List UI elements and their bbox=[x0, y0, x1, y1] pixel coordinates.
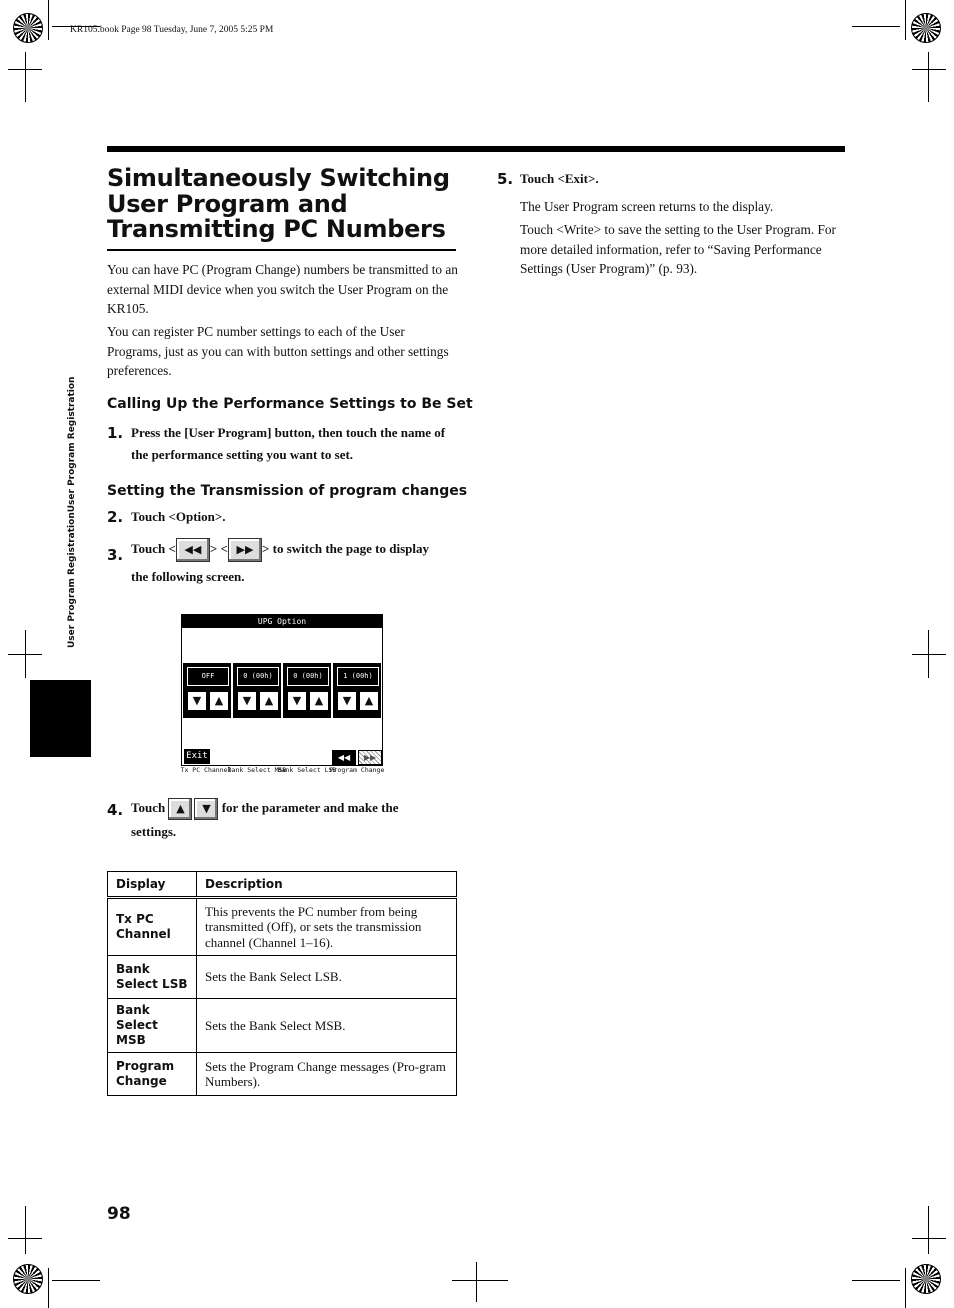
param-label: Program Change bbox=[329, 766, 385, 774]
title-rule bbox=[107, 249, 456, 251]
param-bank-select-lsb bbox=[277, 663, 337, 774]
screen-title: UPG Option bbox=[182, 615, 382, 628]
page-back-icon: ◀◀ bbox=[176, 538, 210, 562]
cell-display: Bank Select LSB bbox=[108, 956, 197, 999]
step-text-part: > to switch the page to display bbox=[261, 541, 429, 556]
up-arrow-icon[interactable]: ▲ bbox=[309, 691, 329, 711]
step-text-part: for the parameter and make the bbox=[221, 800, 399, 815]
up-arrow-icon[interactable]: ▲ bbox=[359, 691, 379, 711]
crop-line bbox=[48, 1268, 49, 1308]
screen-bottom-bar bbox=[182, 749, 382, 765]
table-header-row bbox=[108, 872, 457, 898]
cell-display: Tx PC Channel bbox=[108, 898, 197, 956]
page-number: 98 bbox=[107, 1204, 131, 1224]
step-text-part: Touch bbox=[131, 800, 166, 815]
param-value: OFF bbox=[187, 667, 229, 686]
param-value: 0 (00h) bbox=[237, 667, 279, 686]
title-line: User Program and bbox=[107, 189, 348, 218]
step-text-part: Touch < bbox=[131, 541, 176, 556]
page-forward-icon[interactable]: ▶▶ bbox=[358, 750, 382, 765]
crop-line bbox=[912, 654, 946, 655]
crop-line bbox=[928, 1206, 929, 1254]
up-arrow-icon[interactable]: ▲ bbox=[209, 691, 229, 711]
page-back-icon[interactable]: ◀◀ bbox=[332, 750, 356, 765]
crop-line bbox=[452, 1280, 508, 1281]
cell-description: Sets the Program Change messages (Pro-gram Numbers). bbox=[197, 1053, 457, 1096]
step-text: Touch <Option>. bbox=[131, 509, 226, 524]
table-row bbox=[108, 1053, 457, 1096]
registration-mark-bottom-right bbox=[911, 1264, 941, 1294]
param-label: Tx PC Channel bbox=[180, 766, 232, 774]
param-label: Bank Select MSB bbox=[227, 766, 287, 774]
cell-description: Sets the Bank Select MSB. bbox=[197, 999, 457, 1053]
crop-line bbox=[476, 1262, 477, 1302]
registration-mark-top-left bbox=[13, 13, 43, 43]
side-section-label: User Program RegistrationUser Program Registration bbox=[67, 376, 77, 648]
param-value: 0 (00h) bbox=[287, 667, 329, 686]
top-rule bbox=[107, 146, 845, 152]
up-arrow-icon[interactable]: ▲ bbox=[259, 691, 279, 711]
col-header-display: Display bbox=[108, 872, 197, 898]
intro-paragraph-2: You can register PC number settings to each of the User Programs, just as you can with button settings and other settings preferences. bbox=[107, 324, 449, 379]
param-bank-select-msb bbox=[227, 663, 287, 774]
section-heading: Calling Up the Performance Settings to Be Set bbox=[107, 396, 473, 412]
up-arrow-icon: ▲ bbox=[168, 798, 192, 820]
crop-line bbox=[25, 52, 26, 102]
crop-line bbox=[25, 1206, 26, 1254]
title-line: Simultaneously Switching bbox=[107, 164, 450, 192]
title-line: Transmitting PC Numbers bbox=[107, 215, 446, 243]
registration-mark-bottom-left bbox=[13, 1264, 43, 1294]
step-text: settings. bbox=[131, 824, 177, 839]
crop-line bbox=[852, 1280, 900, 1281]
crop-line bbox=[852, 26, 900, 27]
table-row bbox=[108, 999, 457, 1053]
registration-mark-top-right bbox=[911, 13, 941, 43]
table-row bbox=[108, 956, 457, 999]
crop-line bbox=[928, 630, 929, 678]
cell-display: Program Change bbox=[108, 1053, 197, 1096]
crop-line bbox=[928, 52, 929, 102]
crop-line bbox=[52, 1280, 100, 1281]
table-row bbox=[108, 898, 457, 956]
step-text-part: > < bbox=[209, 541, 228, 556]
step-number: 1. bbox=[107, 424, 124, 442]
down-arrow-icon[interactable]: ▼ bbox=[187, 691, 207, 711]
page-title bbox=[107, 166, 462, 243]
down-arrow-icon[interactable]: ▼ bbox=[287, 691, 307, 711]
step-number: 5. bbox=[497, 170, 514, 188]
cell-description: Sets the Bank Select LSB. bbox=[197, 956, 457, 999]
crop-line bbox=[912, 1238, 946, 1239]
page-forward-icon: ▶▶ bbox=[228, 538, 262, 562]
param-value: 1 (00h) bbox=[337, 667, 379, 686]
upg-option-screen bbox=[180, 614, 385, 774]
crop-line bbox=[25, 630, 26, 678]
crop-line bbox=[48, 0, 49, 40]
section-heading: Setting the Transmission of program changes bbox=[107, 483, 468, 499]
step-text bbox=[131, 797, 399, 820]
cell-description: This prevents the PC number from being transmitted (Off), or sets the transmission channel (Channel 1–16). bbox=[197, 898, 457, 956]
step-text: the following screen. bbox=[131, 569, 245, 584]
param-program-change bbox=[329, 663, 385, 774]
col-header-description: Description bbox=[197, 872, 457, 898]
note-paragraph: Touch <Write> to save the setting to the User Program. For more detailed information, refer to “Saving Performance Settings (User Program)” (p. 93). bbox=[520, 222, 836, 277]
exit-button[interactable]: Exit bbox=[184, 749, 210, 764]
result-paragraph: The User Program screen returns to the display. bbox=[520, 199, 774, 214]
down-arrow-icon[interactable]: ▼ bbox=[337, 691, 357, 711]
parameter-table bbox=[107, 871, 457, 1096]
step-number: 4. bbox=[107, 801, 124, 819]
step-text bbox=[131, 538, 461, 562]
step-number: 3. bbox=[107, 546, 124, 564]
step-number: 2. bbox=[107, 508, 124, 526]
step-text: Press the [User Program] button, then touch the name of the performance setting you want to set. bbox=[131, 425, 446, 462]
file-header: KR105.book Page 98 Tuesday, June 7, 2005 5:25 PM bbox=[70, 25, 274, 35]
param-label: Bank Select LSB bbox=[277, 766, 337, 774]
side-tab-block bbox=[30, 680, 91, 757]
step-text: Touch <Exit>. bbox=[520, 171, 599, 186]
down-arrow-icon[interactable]: ▼ bbox=[237, 691, 257, 711]
cell-display: Bank Select MSB bbox=[108, 999, 197, 1053]
crop-line bbox=[912, 69, 946, 70]
crop-line bbox=[905, 0, 906, 40]
intro-paragraph-1: You can have PC (Program Change) numbers be transmitted to an external MIDI device when you switch the User Program on the KR105. bbox=[107, 262, 458, 317]
crop-line bbox=[905, 1268, 906, 1308]
down-arrow-icon: ▼ bbox=[194, 798, 218, 820]
